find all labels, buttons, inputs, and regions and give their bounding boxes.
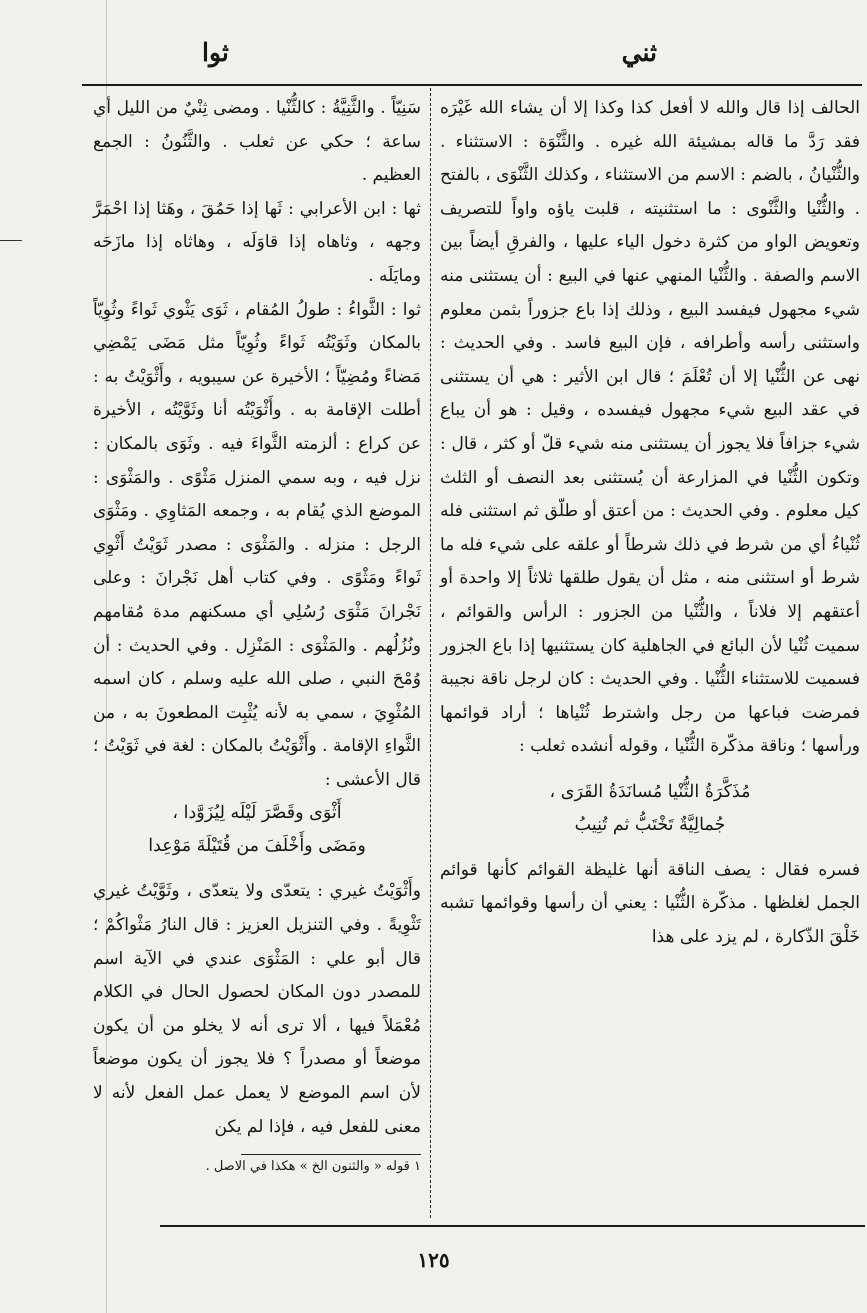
entry-paragraph: سَنِيّاً . والثَّنِيَّةُ : كالثُّنْيا . ومضى ثِنْيٌ من الليل أي ساعة ؛ حكي عن ثعلب . والثَّنُونُ : الجمع العظيم .: [93, 98, 421, 186]
left-column: [93, 92, 421, 1177]
page-number: ١٢٥: [417, 1248, 450, 1272]
column-divider: [430, 88, 431, 1218]
footnote: ١ قوله « والثنون الخ » هكذا في الاصل .: [205, 1159, 421, 1175]
entry-paragraph: وأَثْوَيْتُ غيري : يتعدّى ولا يتعدّى ، وثَوَّيْتُ غيري تَثْوِيةً . وفي التنزيل العزيز : قال النارُ مَثْواكُمْ ؛ قال أبو علي : المَثْوَى عندي في الآية اسم للمصدر دون المكان لحصول الحال في الكلام مُعْمَلاً فيها ، ألا ترى أنه لا يخلو من أن يكون موضعاً أو مصدراً ؟ فلا يجوز أن يكون موضعاً لأن اسم الموضع لا يعمل عمل الفعل لأنه لا معنى للفعل فيه ، فإذا لم يكن: [93, 881, 421, 1137]
verse-line: مُذَكَّرَةُ الثُّنْيا مُسانَدَةُ القَرَى ،: [549, 781, 751, 802]
header-root-right: ثني: [621, 38, 657, 67]
verse-line: جُمالِيَّةٌ تَخْتَبُّ ثم تُنِيبُ: [574, 814, 726, 835]
right-column: [440, 92, 860, 955]
entry-paragraph: ثها : ابن الأعرابي : ثَها إذا حَمُقَ ، وهَثا إذا احْمَرَّ وجهه ، وثاهاه إذا قاوَلَه ، وهاثاه إذا مازَحَه ومايَلَه .: [93, 198, 421, 286]
entry-paragraph: الحالف إذا قال والله لا أفعل كذا وكذا إلا أن يشاء الله غَيْرَه فقد رَدَّ ما قاله بمشيئة الله غيره . والثَّنْوَة : الاستثناء . والثُّنْيانُ ، بالضم : الاسم من الاستثناء ، وكذلك الثَّنْوَى ، بالفتح . والثُّنْيا والثَّنْوى : ما استثنيته ، قلبت ياؤه واواً للتصريف وتعويض الواو من كثرة دخول الياء عليها ، والفرقِ أيضاً بين الاسم والصفة . والثُّنْيا المنهي عنها في البيع : أن يستثنى منه شيء مجهول فيفسد البيع ، وذلك إذا باع جزوراً بثمن معلوم واستثنى رأسه وأطرافه ، فإن البيع فاسد . وفي الحديث : نهى عن الثُّنْيا إلا أن تُعْلَمَ ؛ قال ابن الأثير : هي أن يستثنى في عقد البيع شيء مجهول فيفسده ، وقيل : هو أن يباع شيء جزافاً فلا يجوز أن يستثنى منه شيء قلّ أو كثر ، قال : وتكون الثُّنْيا في المزارعة أن يُستثنى بعد النصف أو الثلث كيل معلوم . وفي الحديث : من أعتق أو طلّق ثم استثنى فله ثُنْياءُ أي من شرط في ذلك شرطاً أو علقه على شيء فله ما شرط أو استثنى منه ، مثل أن يقول طلقها ثلاثاً إلا واحدة أو أعتقهم إلا فلاناً ، والثُّنْيا من الجزور : الرأس والقوائم ، سميت ثُنْيا لأن البائع في الجاهلية كان يستثنيها إذا باع الجزور فسميت للاستثناء الثُّنْيا . وفي الحديث : كان لرجل ناقة نجيبة فمرضت فباعها من رجل واشترط ثُنْياها ؛ أراد قوائمها ورأسها ؛ وناقة مذكّرة الثُّنْيا ، وقوله أنشده ثعلب :: [440, 98, 860, 757]
entry-paragraph: فسره فقال : يصف الناقة أنها غليظة القوائم كأنها قوائم الجمل لغلظها . مذكّرة الثُّنْيا : يعني أن رأسها وقوائمها تشبه خَلْقَ الذّكارة ، لم يزد على هذا: [440, 859, 860, 948]
header-rule: [82, 84, 862, 86]
verse-line: ومَضَى وأَخْلَفَ من قُتَيْلَةَ مَوْعِدا: [148, 836, 366, 857]
footer-rule: [160, 1225, 865, 1227]
header-root-left: ثوا: [202, 38, 229, 67]
verse-line: أَثْوَى وقَصَّرَ لَيْلَه لِيُزَوَّدا ،: [172, 803, 342, 824]
entry-paragraph: ثوا : الثَّواءُ : طولُ المُقام ، ثَوَى يَثْوي ثَواءً وثُوِيّاً بالمكان وثَوَيْتُه ثَواءً وثُوِيّاً مثل مَضَى يَمْضِي مَضاءً ومُضِيّاً ؛ الأخيرة عن سيبويه ، وأَثْوَيْتُ به : أطلت الإقامة به . وأَثْوَيْتُه أنا وثَوَّيْتُه ، الأخيرة عن كراع : ألزمته الثَّواءَ فيه . وثَوَى بالمكان : نزل فيه ، وبه سمي المنزل مَثْوًى . والمَثْوَى : الموضع الذي يُقام به ، وجمعه المَثاوِي . ومَثْوَى الرجل : منزله . والمَثْوَى : مصدر ثَوَيْتُ أَثْوِي ثَواءً ومَثْوًى . وفي كتاب أهل نَجْرانَ : وعلى نَجْرانَ مَثْوَى رُسُلِي أي مسكنهم مدة مُقامهم ونُزُلُهم . والمَثْوَى : المَنْزِل . وفي الحديث : أن وُمْحَ النبي ، صلى الله عليه وسلم ، كان اسمه المُثْوِيَ ، سمي به لأنه يُثْبِت المطعونَ به ، من الثَّواءِ الإقامة . وأَثْوَيْتُ بالمكان : لغة في ثَوَيْتُ ؛ قال الأعشى :: [93, 299, 421, 790]
footnote-rule: [241, 1154, 421, 1155]
margin-mark: [0, 240, 22, 241]
